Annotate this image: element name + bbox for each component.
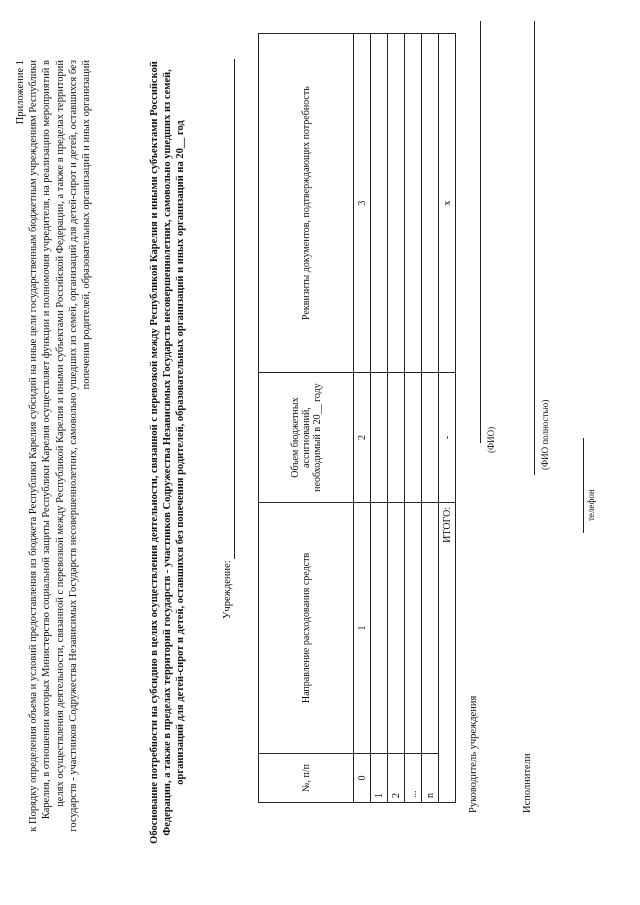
executor-label: Исполнители — [522, 753, 533, 813]
table-row — [422, 34, 439, 803]
head-signature-line[interactable] — [480, 21, 481, 443]
row-cell[interactable] — [405, 373, 422, 503]
appendix-block — [14, 60, 93, 845]
col-number: 3 — [354, 34, 371, 373]
row-number: ... — [405, 753, 422, 802]
row-number: n — [422, 753, 439, 802]
total-documents: x — [439, 34, 456, 373]
appendix-label: Приложение 1 — [15, 60, 26, 125]
document-heading: Обоснование потребности на субсидию в целях осуществления деятельности, связанной с перевозкой между Республикой Карелия и иными субъектами Российской Федерации, а также в пределах территорий государств - участников Содружества Независимых Государств несовершеннолетних, самовольно ушедших из семей, организаций для детей-сирот и детей, оставшихся без попечения родителей, образовательных организаций и иных организаций на 20__ год — [149, 61, 186, 844]
table-row — [405, 34, 422, 803]
col-number: 2 — [354, 373, 371, 503]
appendix-text: к Порядку определения объема и условий предоставления из бюджета Республики Карелия субсидий на иные цели государственным бюджетным учреждениям Республики Карелия, в отношении которых Министерство социальной защиты Республики Карелия осуществляет функции и полномочия учредителя, на реализацию мероприятий в целях осуществления деятельности, связанной с перевозкой между Республикой Карелия и иными субъектами Российской Федерации, а также в пределах территорий государств - участников Содружества Независимых Государств несовершеннолетних, самовольно ушедших из семей, организаций для детей-сирот и детей, оставшихся без попечения родителей, образовательных организаций и иных организаций — [28, 60, 93, 832]
row-cell[interactable] — [422, 502, 439, 753]
row-cell[interactable] — [388, 34, 405, 373]
total-label: ИТОГО: — [439, 502, 456, 802]
col-number: 0 — [354, 753, 371, 802]
row-cell[interactable] — [405, 34, 422, 373]
total-value: - — [439, 373, 456, 503]
header-volume: Объем бюджетных ассигнований, необходимый в 20__ году — [259, 373, 354, 503]
institution-field-line[interactable] — [234, 59, 235, 559]
table-row — [371, 34, 388, 803]
fio-short-caption: (ФИО) — [486, 426, 496, 453]
row-cell[interactable] — [371, 502, 388, 753]
row-cell[interactable] — [388, 502, 405, 753]
institution-label: Учреждение: — [222, 560, 233, 619]
phone-caption: телефон — [586, 489, 596, 521]
header-documents: Реквизиты документов, подтверждающих потребность — [259, 34, 354, 373]
row-cell[interactable] — [371, 34, 388, 373]
executor-signature-line[interactable] — [534, 21, 535, 475]
total-row — [439, 34, 456, 803]
row-number: 1 — [371, 753, 388, 802]
header-number: №, п/п — [259, 753, 354, 802]
row-cell[interactable] — [388, 373, 405, 503]
table-header-row — [259, 34, 354, 803]
fio-full-caption: (ФИО полностью) — [540, 399, 550, 470]
column-number-row — [354, 34, 371, 803]
row-cell[interactable] — [422, 34, 439, 373]
row-cell[interactable] — [405, 502, 422, 753]
col-number: 1 — [354, 502, 371, 753]
row-cell[interactable] — [371, 373, 388, 503]
table-row — [388, 34, 405, 803]
phone-line[interactable] — [583, 438, 584, 533]
row-cell[interactable] — [422, 373, 439, 503]
head-label: Руководитель учреждения — [468, 695, 479, 813]
needs-table — [258, 33, 456, 803]
row-number: 2 — [388, 753, 405, 802]
header-direction: Направление расходования средств — [259, 502, 354, 753]
